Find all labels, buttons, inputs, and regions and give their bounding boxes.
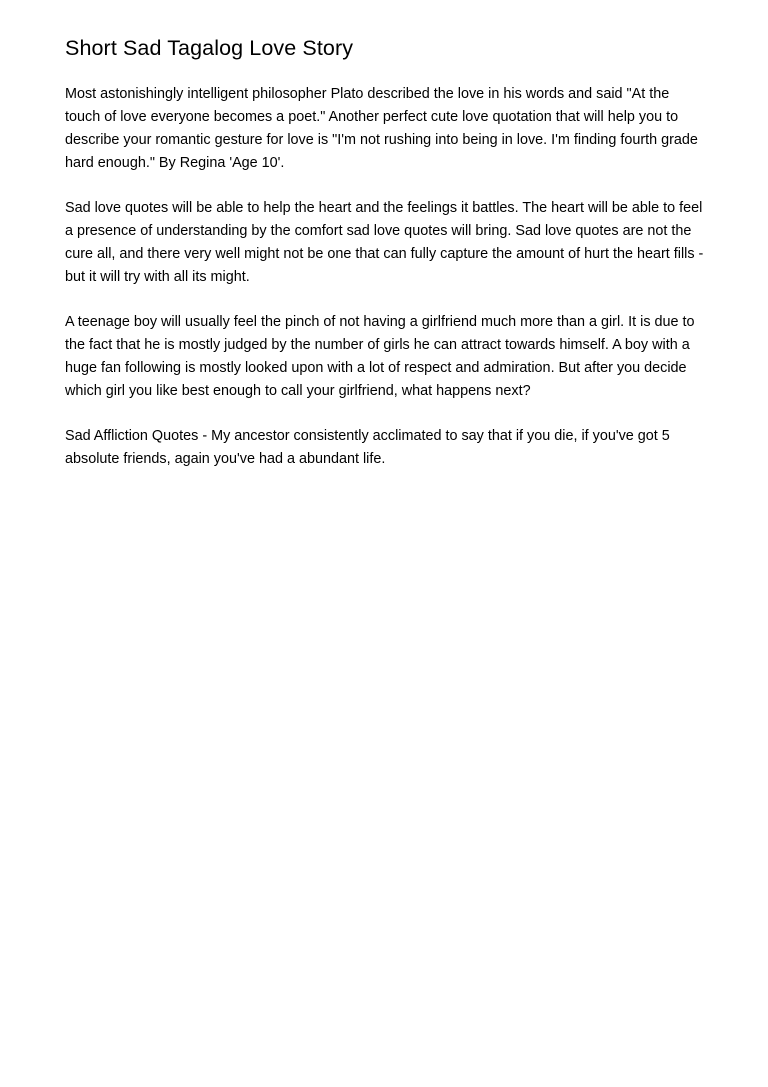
paragraph-teenage-boy: A teenage boy will usually feel the pinch of not having a girlfriend much more than a girl. It is due to the fact that he is mostly judged by the number of girls he can attract towards himself. A boy with a huge fan following is mostly looked upon with a lot of respect and admiration. But after you decide which girl you like best enough to call your girlfriend, what happens next? — [65, 314, 695, 399]
document-body — [65, 83, 708, 471]
paragraph-sad-love-quotes: Sad love quotes will be able to help the heart and the feelings it battles. The heart will be able to feel a presence of understanding by the comfort sad love quotes will bring. Sad love quotes are not the cure all, and there very well might not be one that can fully capture the amount of hurt the heart fills - but it will try with all its might. — [65, 200, 704, 285]
document-title: Short Sad Tagalog Love Story — [65, 36, 354, 60]
paragraph-sad-affliction-quotes: Sad Affliction Quotes - My ancestor consistently acclimated to say that if you die, if you've got 5 absolute friends, again you've had a abundant life. — [65, 428, 670, 467]
paragraph-plato-quote: Most astonishingly intelligent philosopher Plato described the love in his words and said "At the touch of love everyone becomes a poet." Another perfect cute love quotation that will help you to describe your romantic gesture for love is "I'm not rushing into being in love. I'm finding fourth grade hard enough." By Regina 'Age 10'. — [65, 86, 698, 171]
